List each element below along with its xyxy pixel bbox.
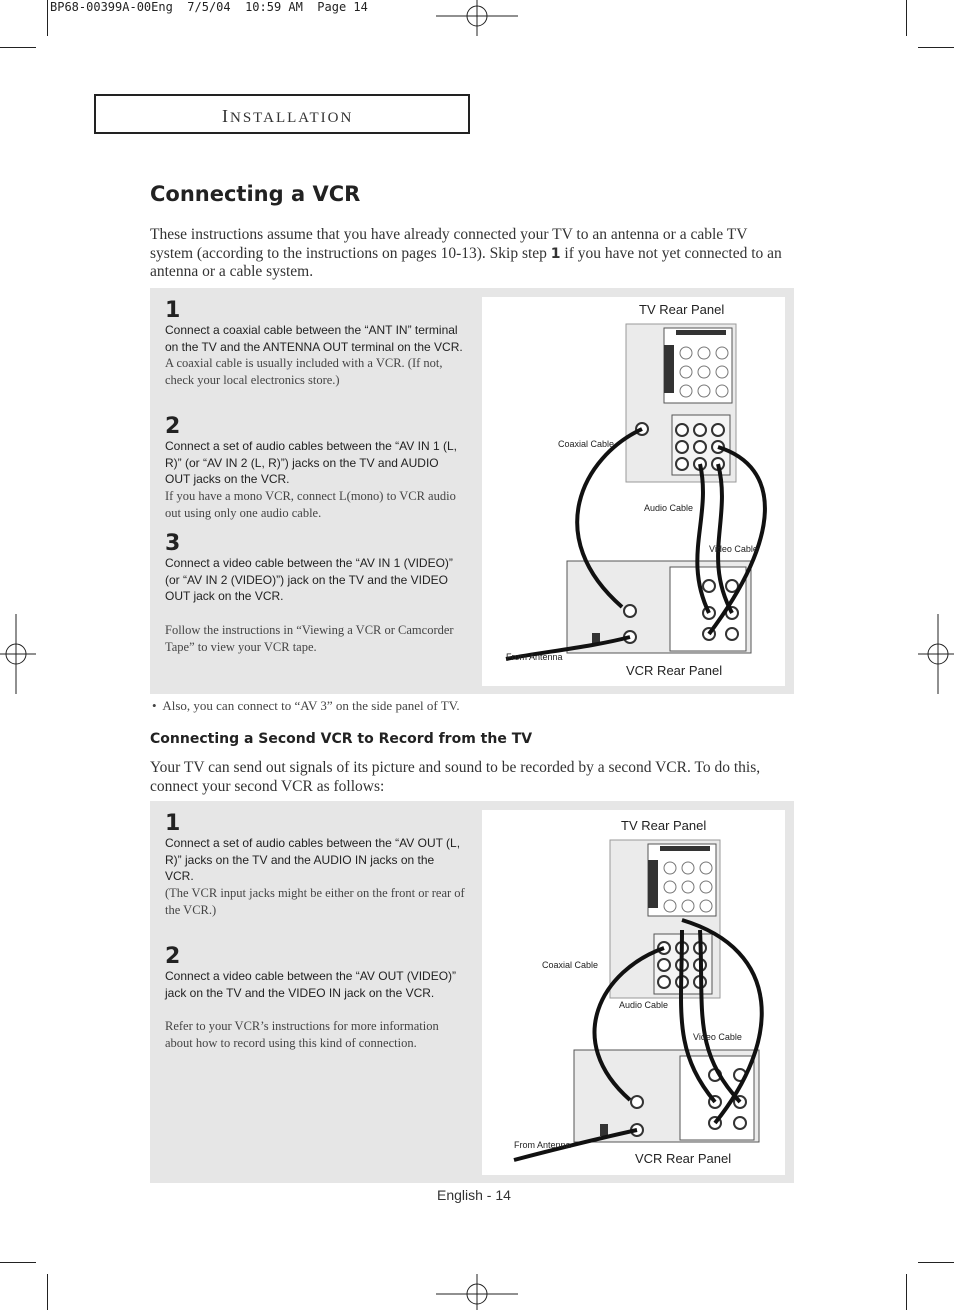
tv-rear-panel-label: TV Rear Panel xyxy=(639,302,725,317)
tv-rear-panel-label: TV Rear Panel xyxy=(621,818,707,833)
step-1 xyxy=(165,300,465,389)
intro-paragraph: These instructions assume that you have already connected your TV to an antenna or a cable TV system (according to the instructions on pages 10-13). Skip step 1 if you have not yet connected to an antenna or a cable system. xyxy=(150,226,782,280)
vcr-rear-panel-label: VCR Rear Panel xyxy=(626,663,723,678)
print-slug: BP68-00399A-00Eng 7/5/04 10:59 AM Page 14 xyxy=(50,0,368,14)
registration-mark-top xyxy=(436,0,518,36)
step-text: Connect a video cable between the “AV OUT (VIDEO)” jack on the TV and the VIDEO IN jack on the VCR. xyxy=(165,969,457,1000)
from-antenna-label: From Antenna xyxy=(514,1140,571,1150)
video-cable-label: Video Cable xyxy=(709,544,758,554)
step-number: 1 xyxy=(165,298,181,323)
page-title: Connecting a VCR xyxy=(150,182,361,206)
step-note: If you have a mono VCR, connect L(mono) to VCR audio out using only one audio cable. xyxy=(165,488,456,520)
step-note: A coaxial cable is usually included with a VCR. (If not, check your local electronics store.) xyxy=(165,356,443,387)
bullet-note: • Also, you can connect to “AV 3” on the side panel of TV. xyxy=(152,698,460,713)
step-text: Connect a video cable between the “AV IN 1 (VIDEO)” (or “AV IN 2 (VIDEO)”) jack on the TV and the VIDEO OUT jack on the VCR. xyxy=(165,556,453,603)
video-cable-label: Video Cable xyxy=(693,1032,742,1042)
intro2-paragraph: Your TV can send out signals of its picture and sound to be recorded by a second VCR. To do this, connect your second VCR as follows: xyxy=(150,759,761,795)
follow-note: Refer to your VCR’s instructions for more information about how to record using this kind of connection. xyxy=(165,1019,439,1050)
registration-mark-bottom xyxy=(436,1274,518,1310)
section-subtitle: Connecting a Second VCR to Record from the TV xyxy=(150,731,533,747)
audio-cable-label: Audio Cable xyxy=(619,1000,669,1010)
page-footer: English - 14 xyxy=(437,1187,511,1203)
follow-note: Follow the instructions in “Viewing a VCR or Camcorder Tape” to view your VCR tape. xyxy=(165,623,454,654)
step-number: 3 xyxy=(165,531,181,556)
step-text: Connect a coaxial cable between the “ANT IN” terminal on the TV and the ANTENNA OUT terminal on the VCR. xyxy=(165,323,463,354)
section-label: INSTALLATION xyxy=(222,106,354,126)
step-1 xyxy=(165,813,465,919)
step-note: (The VCR input jacks might be either on the front or rear of the VCR.) xyxy=(165,885,465,917)
from-antenna-label: From Antenna xyxy=(506,652,563,662)
connection-diagram-2 xyxy=(482,810,785,1175)
step-text: Connect a set of audio cables between the “AV OUT (L, R)” jacks on the TV and the AUDIO IN jacks on the VCR. xyxy=(165,836,461,883)
audio-cable-label: Audio Cable xyxy=(644,503,694,513)
registration-mark-right xyxy=(918,614,954,694)
coaxial-cable-label: Coaxial Cable xyxy=(558,439,615,449)
step-text: Connect a set of audio cables between the “AV IN 1 (L, R)” (or “AV IN 2 (L, R)”) jacks on the TV and AUDIO OUT jacks on the VCR. xyxy=(165,439,457,486)
step-2 xyxy=(165,416,465,522)
step-2 xyxy=(165,946,465,1001)
vcr-rear-panel-label: VCR Rear Panel xyxy=(635,1151,732,1166)
registration-mark-left xyxy=(0,614,36,694)
step-3 xyxy=(165,533,465,605)
step-number: 1 xyxy=(165,811,181,836)
connection-diagram-1 xyxy=(482,297,785,686)
step-number: 2 xyxy=(165,944,181,969)
coaxial-cable-label: Coaxial Cable xyxy=(542,960,599,970)
step-number: 2 xyxy=(165,414,181,439)
